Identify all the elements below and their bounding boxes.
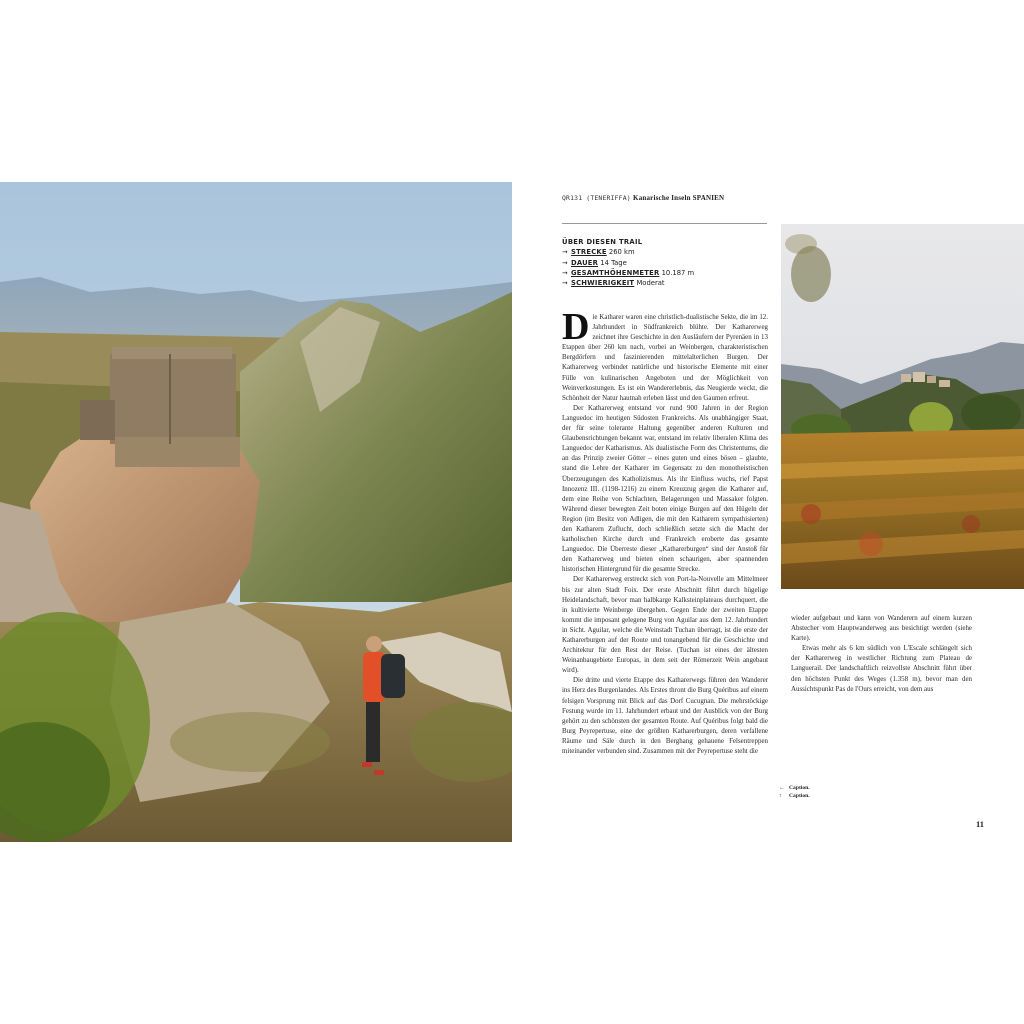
- trail-info-value: 14 Tage: [600, 258, 627, 267]
- trail-code: QR131 (TENERIFFA): [562, 194, 631, 202]
- trail-info-row: [562, 268, 768, 278]
- page-header: [562, 194, 768, 202]
- page-number: 11: [976, 819, 985, 829]
- arrow-right-icon: →: [562, 268, 568, 277]
- header-divider: [562, 223, 767, 224]
- trail-info-row: [562, 247, 768, 257]
- article-body-continued: [791, 613, 972, 694]
- trail-info-value: 10.187 m: [661, 268, 695, 277]
- arrow-left-icon: ←: [779, 785, 785, 791]
- photo-captions: [779, 784, 810, 800]
- vineyard-village-photo: [781, 224, 1024, 589]
- trail-info-key: DAUER: [571, 258, 599, 267]
- article-paragraph: Der Katharerweg entstand vor rund 900 Jahren in der Region Languedoc im heutigen Südosten Frankreichs. Als unabhängiger Staat, der für seine tolerante Haltung gegenüber anderen Kulturen und Glaubensrichtungen bekannt war, entstand im relativ liberalen Klima des Languedoc der Katharismus. Als dualistische Form des Christentums, die an das Prinzip zweier Götter – eines guten und eines bösen – glaubte, stand die Lehre der Katharer im Gegensatz zu den monotheistischen Überzeugungen des Katholizismus. Als ihr Einfluss wuchs, rief Papst Innozenz III. (1198-1216) zu einem Kreuzzug gegen die Katharer auf, dem eine Reihe von Schlachten, Belagerungen und Massaker folgten. Während dieser bewegten Zeit boten einige Burgen auf den Hügeln der Region (im Besitz von Adligen, die mit den Katharern sympathisierten) den Katharern Zuflucht, doch schließlich setzte sich die Macht der katholischen Kirche durch und Frankreich eroberte das gesamte Languedoc. Die Überreste dieser „Katharerburgen“ sind der Anstoß für den Katharerweg und bieten einen schaurigen, aber spannenden historischen Hintergrund für die gesamte Strecke.: [562, 403, 768, 574]
- arrow-up-icon: ↑: [779, 793, 782, 799]
- caption-up: ↑ Caption.: [779, 793, 810, 799]
- trail-region: Kanarische Inseln SPANIEN: [633, 194, 725, 202]
- trail-info-key: GESAMTHÖHENMETER: [571, 268, 660, 277]
- trail-info-value: Moderat: [636, 279, 665, 288]
- trail-info-key: SCHWIERIGKEIT: [571, 279, 635, 288]
- article-paragraph: Die dritte und vierte Etappe des Katharerwegs führen den Wanderer ins Herz des Burgenlandes. Als Erstes thront die Burg Quéribus auf einem felsigen Vorsprung mit Blick auf das Dorf Cucugnan. Die mehrstöckige Festung wurde im 11. Jahrhundert erbaut und der Ausblick von der Burg gehört zu den schönsten der gesamten Route. Auf Quéribus folgt bald die Burg Peyrepertuse, eine der größten Katharerburgen, deren verfallene Räume und Säle durch in den Berghang gehauene Felsentreppen miteinander verbunden sind. Zusammen mit der Peyrepertuse steht die: [562, 676, 768, 756]
- arrow-right-icon: →: [562, 248, 568, 257]
- arrow-right-icon: →: [562, 279, 568, 288]
- article-paragraph: Der Katharerweg erstreckt sich von Port-la-Nouvelle am Mittelmeer bis zur alten Stadt Foix. Der erste Abschnitt führt durch hügelige Heidelandschaft, bevor man halbkarge Kalksteinplateaus durchquert, die in kultivierte Weinberge übergehen. Gegen Ende der zweiten Etappe kommt die imposant gelegene Burg von Aguilar aus dem 12. Jahrhundert in Sicht. Aguilar, welche die Weinstadt Tuchan überragt, ist die erste der Katharerburgen auf der Route und tonangebend für die Geschichte und Architektur für den Rest der Reise. (Tuchan ist eines der ältesten Weinanbaugebiete Europas, in dem seit der Römerzeit Wein angebaut wird).: [562, 575, 768, 675]
- arrow-right-icon: →: [562, 258, 568, 267]
- caption-left: ← Caption.: [779, 785, 810, 791]
- trail-info-key: STRECKE: [571, 248, 607, 257]
- trail-info-title: ÜBER DIESEN TRAIL: [562, 238, 643, 246]
- trail-info-row: [562, 258, 768, 268]
- article-paragraph: Etwas mehr als 6 km südlich von L'Escale schlängelt sich der Katharerweg in westlicher Richtung zum Plateau de Languerail. Der landschaftlich reizvollste Abschnitt führt über den höchsten Punkt des Weges (1.358 m), bevor man den Aussichtspunkt Pas de l'Ours erreicht, von dem aus: [791, 644, 972, 693]
- castle-hiker-photo: [0, 182, 512, 842]
- trail-info-value: 260 km: [608, 248, 635, 257]
- article-body: [562, 306, 768, 756]
- trail-info-row: [562, 278, 768, 288]
- trail-info: [562, 237, 768, 288]
- article-paragraph: Die Katharer waren eine christlich-dualistische Sekte, die im 12. Jahrhundert in Südfrankreich blühte. Der Katharerweg zeichnet ihre Geschichte in den Ausläufern der Pyrenäen in 13 Etappen über 260 km nach, vorbei an Weinbergen, charakteristischen Bergdörfern und faszinierenden mittelalterlichen Burgen. Der Katharerweg verbindet natürliche und historische Elemente mit einer Fülle von kulinarischen Angeboten und der Möglichkeit von Weinverkostungen. Es ist ein Wandererlebnis, das Neugierde weckt, die Schönheit der Natur hautnah erleben lässt und den Gaumen erfreut.: [562, 306, 768, 402]
- drop-cap: D: [562, 306, 590, 348]
- article-paragraph: wieder aufgebaut und kann von Wanderern auf einem kurzen Abstecher vom Hauptwanderweg aus besichtigt werden (siehe Karte).: [791, 614, 972, 643]
